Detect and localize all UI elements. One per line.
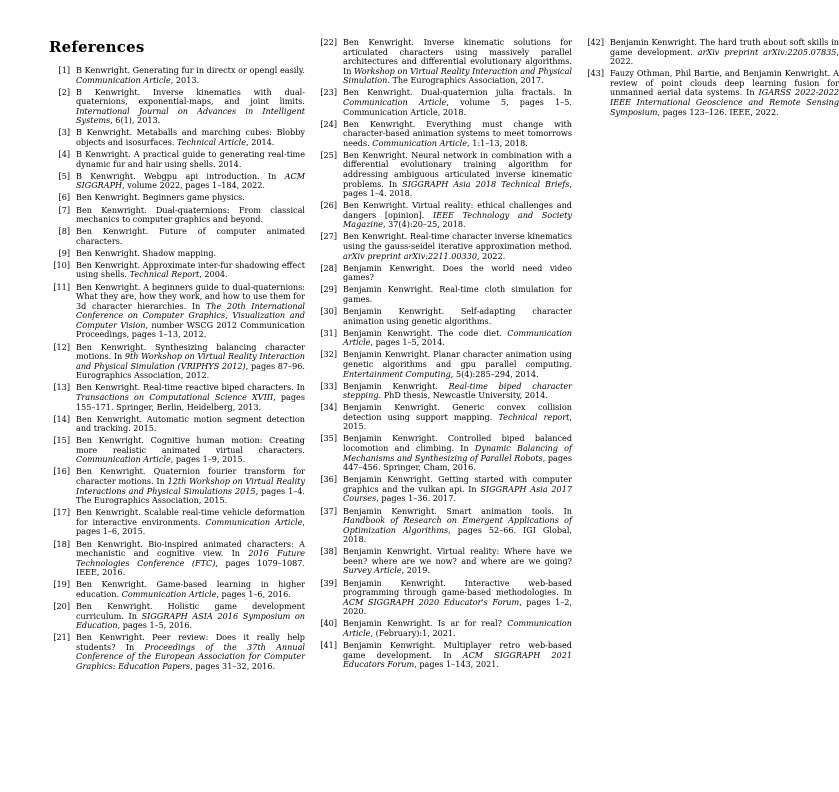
reference-item	[316, 232, 572, 261]
reference-venue: 12th Workshop on Virtual Reality Interactions and Physical Simulations 2015	[76, 476, 305, 496]
reference-text: , pages 1–6, 2016.	[216, 588, 291, 599]
reference-number: [6]	[58, 192, 70, 203]
reference-item	[49, 343, 305, 381]
reference-number: [7]	[58, 204, 70, 215]
reference-number: [25]	[320, 149, 337, 160]
reference-item	[49, 508, 305, 537]
reference-text: , pages 447–456. Springer, Cham, 2016.	[343, 452, 572, 473]
references-list	[49, 38, 839, 672]
reference-text: Ben Kenwright. Game-based learning in higher education.	[76, 579, 305, 599]
reference-text: Benjamin Kenwright. Does the world need video games?	[343, 262, 572, 283]
reference-item	[316, 350, 572, 379]
references-section	[49, 37, 839, 672]
reference-number: [18]	[53, 538, 70, 549]
reference-text: Ben Kenwright. Synthesizing balancing character motions. In	[76, 341, 305, 362]
reference-item	[49, 128, 305, 147]
reference-number: [37]	[320, 505, 337, 516]
reference-item	[49, 540, 305, 578]
reference-venue: Dynamic Balancing of Mechanisms and Synthesizing of Parallel Robots	[343, 443, 572, 463]
reference-venue: Workshop on Virtual Reality Interaction and Physical Simulation	[343, 65, 573, 86]
reference-text: , 2015.	[343, 411, 572, 432]
reference-text: , pages 1–143, 2021.	[414, 659, 499, 670]
reference-venue: IGARSS 2022-2022 IEEE International Geoscience and Remote Sensing Symposium	[610, 87, 839, 117]
reference-item	[49, 467, 305, 505]
reference-number: [15]	[53, 435, 70, 446]
reference-text: , 2022.	[610, 46, 839, 67]
reference-text: , pages 155–171. Springer, Berlin, Heidelberg, 2013.	[76, 391, 305, 412]
reference-text: Benjamin Kenwright. Smart animation tools. In	[343, 505, 572, 516]
reference-item	[583, 69, 839, 117]
reference-venue: Communication Article	[121, 588, 217, 599]
reference-number: [9]	[58, 247, 70, 258]
reference-text: , pages 1079–1087. IEEE, 2016.	[76, 557, 305, 578]
reference-item	[316, 547, 572, 576]
reference-item	[49, 150, 305, 169]
reference-text: Ben Kenwright. Quaternion fourier transform for character motions. In	[76, 466, 305, 487]
reference-item	[316, 201, 572, 230]
reference-text: Ben Kenwright. Approximate inter-fur shadowing effect using shells.	[76, 259, 305, 280]
reference-number: [29]	[320, 284, 337, 295]
reference-venue: ACM SIGGRAPH	[76, 170, 305, 191]
reference-number: [1]	[58, 65, 70, 75]
reference-item	[316, 264, 572, 283]
reference-text: , pages 1–5, 2014.	[370, 337, 445, 348]
section-title: References	[49, 38, 145, 56]
reference-number: [21]	[53, 632, 70, 643]
reference-text: Ben Kenwright. Real-time reactive biped characters. In	[76, 382, 305, 393]
reference-item	[49, 383, 305, 412]
reference-item	[49, 172, 305, 191]
reference-text: B Kenwright. A practical guide to generating real-time dynamic fur and hair using shells. 2014.	[76, 149, 305, 169]
reference-text: , 1:1–13, 2018.	[467, 137, 528, 148]
reference-text: Benjamin Kenwright. Interactive web-based programming through game-based methodologies. In	[343, 577, 572, 598]
reference-item	[49, 261, 305, 280]
reference-number: [30]	[320, 306, 337, 317]
reference-text: Benjamin Kenwright. Self-adapting character animation using genetic algorithms.	[343, 306, 572, 326]
reference-text: , volume 2022, pages 1–184, 2022.	[122, 180, 265, 191]
reference-venue: SIGGRAPH ASIA 2016 Symposium on Education	[76, 610, 305, 631]
reference-text: Benjamin Kenwright. Real-time cloth simulation for games.	[343, 284, 572, 304]
reference-number: [8]	[58, 226, 70, 237]
reference-number: [33]	[320, 380, 337, 391]
reference-number: [5]	[58, 170, 70, 181]
reference-item	[316, 285, 572, 304]
reference-venue: Communication Article	[343, 618, 572, 638]
reference-text: , 6(1), 2013.	[110, 115, 161, 126]
reference-item	[49, 88, 305, 126]
reference-text: , pages 1–6, 2015.	[76, 516, 305, 537]
reference-venue: Technical Article	[176, 137, 247, 148]
reference-item	[583, 38, 839, 67]
reference-item	[316, 403, 572, 432]
reference-text: , number WSCG 2012 Communication Proceedings, pages 1–13, 2012.	[76, 319, 305, 340]
reference-number: [16]	[53, 466, 70, 477]
reference-text: Ben Kenwright. Scalable real-time vehicle deformation for interactive environments.	[76, 507, 305, 527]
reference-text: , 2004.	[199, 269, 228, 280]
reference-venue: Communication Article	[205, 516, 303, 527]
reference-venue: The 20th International Conference on Computer Graphics, Visualization and Computer Vision	[76, 300, 305, 330]
reference-number: [35]	[320, 433, 337, 444]
reference-item	[316, 88, 572, 117]
reference-number: [36]	[320, 474, 337, 485]
reference-text: , 5(4):285–294, 2014.	[450, 368, 539, 379]
reference-item	[316, 329, 572, 348]
reference-text: Ben Kenwright. Virtual reality: ethical challenges and dangers [opinion].	[343, 200, 572, 220]
reference-number: [19]	[53, 579, 70, 590]
reference-text: Benjamin Kenwright. Virtual reality: Where have we been? where are we now? and where are we going?	[343, 546, 572, 566]
reference-text: Benjamin Kenwright. Getting started with computer graphics and the vulkan api. In	[343, 474, 572, 494]
reference-text: Ben Kenwright. Dual-quaternions: From classical mechanics to computer graphics and beyond.	[76, 204, 305, 225]
reference-text: , 2014.	[246, 137, 275, 148]
reference-item	[49, 193, 305, 203]
reference-item	[49, 580, 305, 599]
reference-text: Ben Kenwright. Everything must change with character-based animation systems to meet tomorrows needs.	[343, 118, 572, 148]
reference-text: B Kenwright. Generating fur in directx or opengl easily.	[76, 65, 305, 75]
reference-number: [23]	[320, 87, 337, 98]
reference-text: , pages 1–4. 2018.	[343, 178, 572, 199]
reference-text: Benjamin Kenwright. Multiplayer retro web-based game development. In	[343, 640, 572, 660]
reference-venue: arXiv preprint arXiv:2211.00330	[343, 250, 477, 261]
reference-text: B Kenwright. Inverse kinematics with dual-quaternions, exponential-maps, and joint limits.	[76, 86, 305, 107]
reference-text: Benjamin Kenwright. Controlled biped balanced locomotion and climbing. In	[343, 433, 572, 454]
reference-item	[316, 641, 572, 670]
reference-text: Benjamin Kenwright.	[343, 380, 449, 391]
reference-number: [11]	[53, 281, 70, 292]
reference-text: Benjamin Kenwright. Generic convex collision detection using support mapping.	[343, 402, 572, 422]
reference-item	[49, 206, 305, 225]
reference-text: B Kenwright. Metaballs and marching cubes: Blobby objects and isosurfaces.	[76, 127, 305, 148]
reference-venue: Communication Article	[343, 327, 572, 348]
reference-venue: arXiv preprint arXiv:2205.07835	[697, 46, 837, 57]
reference-number: [10]	[53, 259, 70, 270]
reference-item	[49, 227, 305, 246]
reference-number: [41]	[320, 640, 337, 651]
reference-number: [14]	[53, 413, 70, 424]
reference-text: . The Eurographics Association, 2017.	[387, 75, 544, 86]
reference-venue: IEEE Technology and Society Magazine	[343, 209, 572, 230]
reference-number: [24]	[320, 118, 337, 129]
reference-text: Ben Kenwright. Cognitive human motion: Creating more realistic animated virtual characters.	[76, 435, 305, 455]
reference-text: Benjamin Kenwright. The hard truth about soft skills in game development.	[610, 37, 839, 57]
reference-text: Ben Kenwright. A beginners guide to dual-quaternions: What they are, how they work, and how to use them for 3d character hierarchies. In	[76, 281, 305, 311]
reference-venue: Survey Article	[343, 565, 402, 576]
reference-venue: ACM SIGGRAPH 2021 Educators Forum	[343, 649, 572, 670]
reference-item	[49, 283, 305, 340]
reference-text: . PhD thesis, Newcastle University, 2014.	[378, 390, 548, 401]
reference-text: , pages 1–2, 2020.	[343, 596, 572, 617]
reference-text: , pages 87–96. Eurographics Association, 2012.	[76, 360, 305, 381]
reference-text: , pages 1–36. 2017.	[376, 493, 456, 504]
reference-item	[316, 38, 572, 86]
reference-number: [22]	[320, 37, 337, 47]
reference-text: , volume 5, pages 1–5. Communication Article, 2018.	[343, 96, 572, 117]
reference-item	[316, 151, 572, 199]
reference-text: , pages 1–4. The Eurographics Association, 2015.	[76, 485, 305, 506]
reference-venue: Technical Report	[129, 269, 200, 280]
reference-text: Ben Kenwright. Real-time character inverse kinematics using the gauss-seidel iterative approximation method.	[343, 231, 572, 252]
reference-number: [42]	[587, 37, 604, 47]
reference-text: Ben Kenwright. Future of computer animated characters.	[76, 226, 305, 246]
reference-text: , 37(4):20–25, 2018.	[382, 219, 466, 230]
reference-number: [3]	[58, 127, 70, 138]
reference-item	[316, 382, 572, 401]
reference-venue: ACM SIGGRAPH 2020 Educator's Forum	[343, 596, 520, 607]
reference-text: Ben Kenwright. Peer review: Does it really help students? In	[76, 632, 305, 652]
reference-number: [17]	[53, 507, 70, 518]
reference-item	[316, 475, 572, 504]
reference-number: [40]	[320, 618, 337, 629]
reference-text: Ben Kenwright. Automatic motion segment detection and tracking. 2015.	[76, 413, 305, 434]
reference-text: , pages 123–126. IEEE, 2022.	[657, 106, 779, 117]
reference-number: [31]	[320, 327, 337, 338]
reference-item	[49, 415, 305, 434]
reference-text: , (February):1, 2021.	[370, 627, 456, 638]
reference-number: [27]	[320, 231, 337, 242]
reference-text: Ben Kenwright. Neural network in combination with a differential evolutionary training algorithm for addressing ambiguous articulated inverse kinematic problems. In	[343, 149, 572, 189]
reference-venue: Technical report	[498, 411, 570, 422]
reference-venue: Communication Article	[76, 74, 171, 85]
reference-text: , pages 52–66. IGI Global, 2018.	[343, 524, 573, 545]
reference-item	[316, 307, 572, 326]
reference-venue: 2016 Future Technologies Conference (FTC)	[76, 548, 305, 568]
reference-item	[49, 66, 305, 85]
reference-venue: Communication Article	[372, 137, 468, 148]
reference-number: [2]	[58, 86, 70, 97]
reference-text: Benjamin Kenwright. Planar character animation using genetic algorithms and gpu parallel computing.	[343, 349, 572, 369]
reference-item	[316, 619, 572, 638]
reference-item	[49, 249, 305, 259]
reference-number: [4]	[58, 149, 70, 160]
reference-item	[316, 434, 572, 472]
reference-item	[49, 602, 305, 631]
reference-number: [32]	[320, 349, 337, 360]
reference-item	[316, 579, 572, 617]
reference-text: , 2013.	[170, 74, 200, 85]
reference-text: Fauzy Othman, Phil Bartie, and Benjamin Kenwright. A review of point clouds deep learning fusion for unmanned aerial data systems. In	[610, 68, 839, 98]
reference-text: , pages 31–32, 2016.	[190, 660, 276, 671]
reference-text: B Kenwright. Webgpu api introduction. In	[76, 170, 285, 181]
reference-venue: Handbook of Research on Emergent Applications of Optimization Algorithms	[343, 515, 572, 535]
reference-text: Ben Kenwright. Beginners game physics.	[76, 192, 245, 203]
reference-number: [13]	[53, 382, 70, 393]
reference-text: , pages 1–9, 2015.	[170, 454, 246, 465]
reference-text: Ben Kenwright. Shadow mapping.	[76, 247, 217, 258]
reference-text: Ben Kenwright. Dual-quaternion julia fractals. In	[343, 87, 572, 98]
reference-text: , pages 1–5, 2016.	[117, 620, 193, 631]
reference-number: [39]	[320, 577, 337, 588]
reference-venue: SIGGRAPH Asia 2018 Technical Briefs	[402, 178, 570, 189]
reference-text: , 2019.	[401, 565, 430, 576]
reference-venue: Transactions on Computational Science XVIII	[76, 391, 274, 402]
reference-item	[49, 633, 305, 671]
reference-number: [28]	[320, 262, 337, 273]
reference-venue: Real-time biped character stepping	[343, 380, 572, 401]
reference-number: [34]	[320, 402, 337, 413]
reference-text: Ben Kenwright. Holistic game development curriculum. In	[76, 600, 305, 621]
reference-text: Benjamin Kenwright. The code diet.	[343, 327, 508, 338]
reference-venue: Entertainment Computing	[343, 368, 451, 379]
reference-item	[316, 120, 572, 149]
reference-venue: Communication Article	[76, 454, 171, 465]
reference-item	[49, 436, 305, 465]
reference-text: Benjamin Kenwright. Is ar for real?	[343, 618, 508, 629]
reference-venue: Proceedings of the 37th Annual Conference of the European Association for Computer Graphics: Education Papers	[76, 641, 305, 671]
reference-item	[316, 507, 572, 545]
reference-number: [43]	[587, 68, 604, 79]
reference-text: Ben Kenwright. Bio-inspired animated characters: A mechanistic and cognitive view. In	[76, 538, 305, 559]
reference-text: Ben Kenwright. Inverse kinematic solutions for articulated characters using massively parallel architectures and differential evolutionary algorithms. In	[343, 37, 572, 76]
reference-number: [12]	[53, 341, 70, 352]
reference-text: , 2022.	[476, 250, 506, 261]
reference-venue: 9th Workshop on Virtual Reality Interaction and Physical Simulation (VRIPHYS 2012)	[76, 351, 305, 371]
reference-venue: Communication Article	[343, 96, 447, 107]
reference-venue: International Journal on Advances in Intelligent Systems	[76, 105, 305, 126]
reference-number: [26]	[320, 200, 337, 211]
reference-number: [38]	[320, 546, 337, 557]
reference-number: [20]	[53, 600, 70, 611]
reference-venue: SIGGRAPH Asia 2017 Courses	[343, 483, 572, 504]
